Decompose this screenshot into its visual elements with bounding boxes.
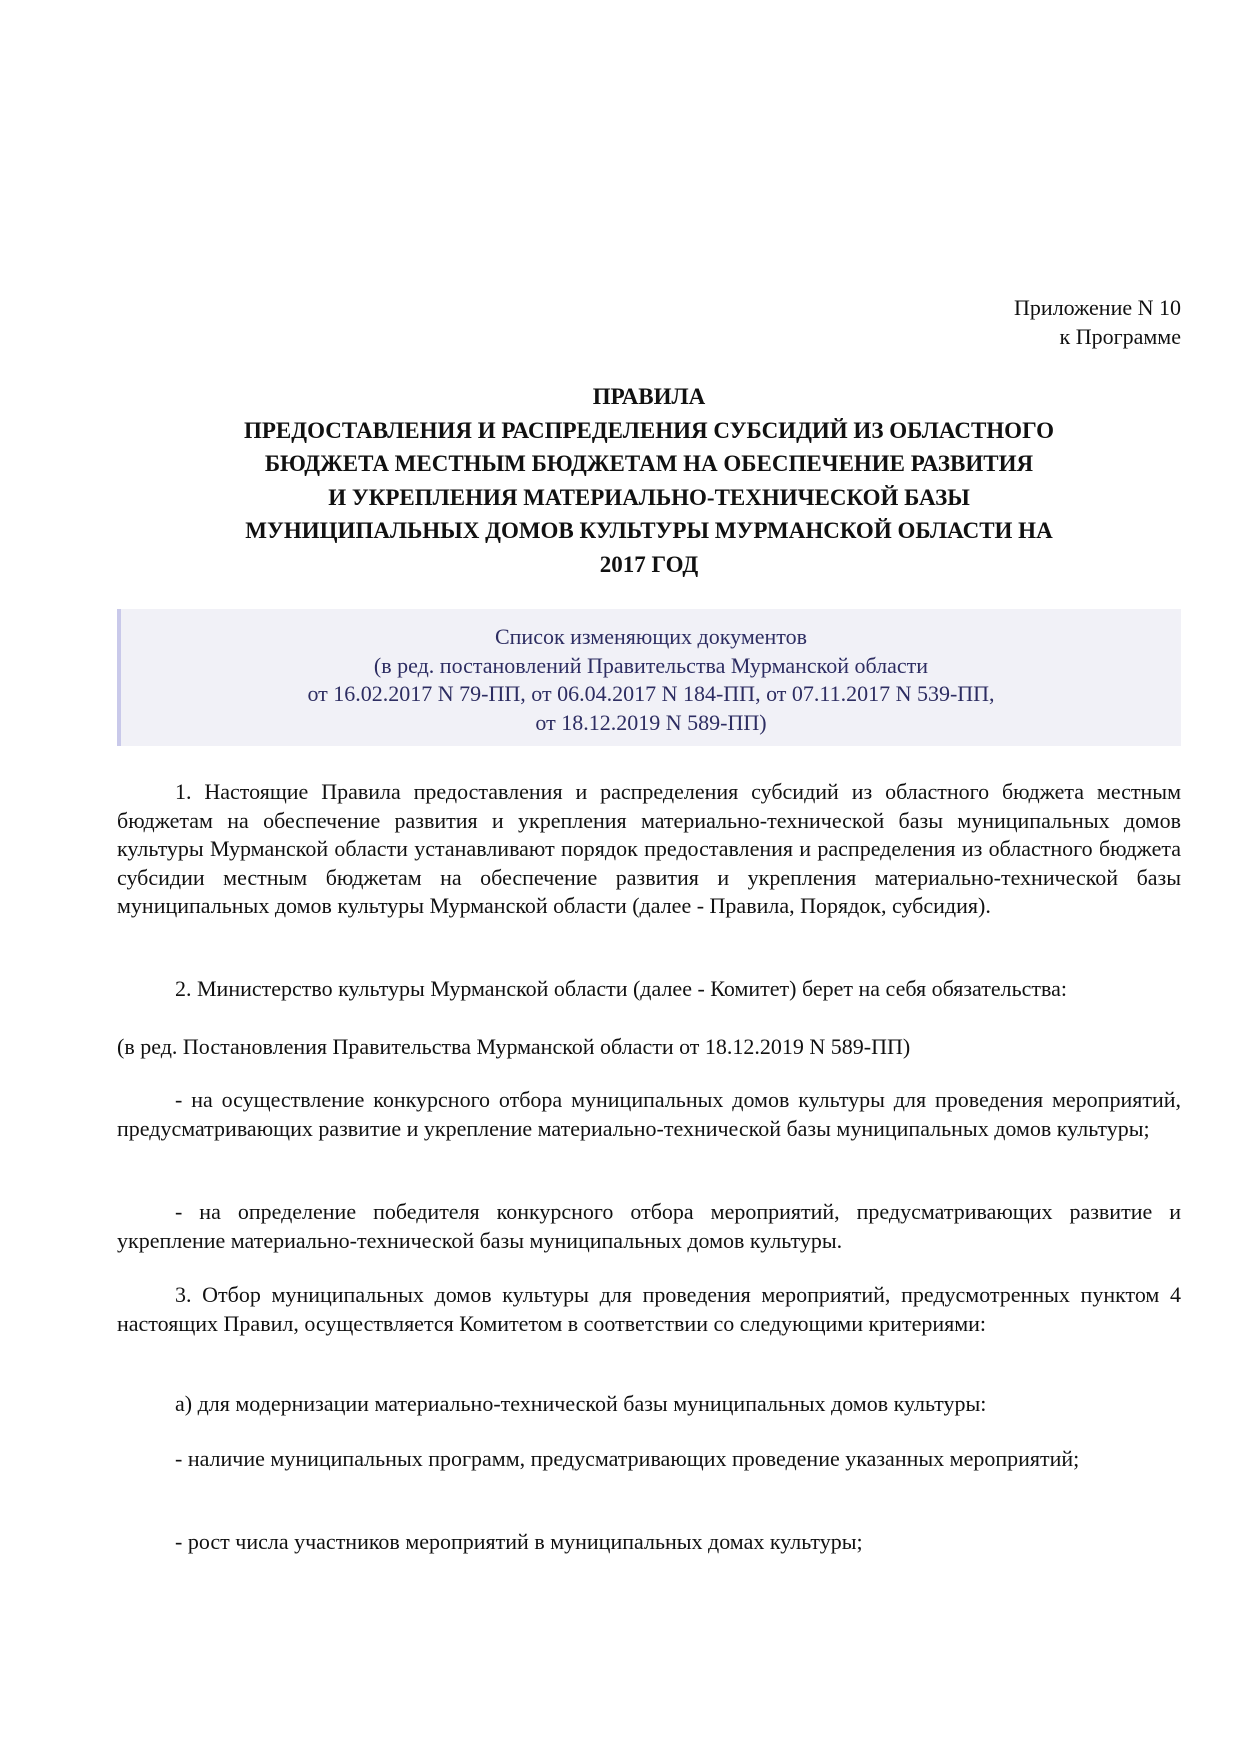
appendix-number: Приложение N 10 — [1014, 295, 1181, 320]
paragraph-1: 1. Настоящие Правила предоставления и распределения субсидий из областного бюджета местным бюджетам на обеспечение развития и укрепления материально-технической базы муниципальных домов культуры Мурманской области устанавливают порядок предоставления и распределения из областного бюджета субсидии местным бюджетам на обеспечение развития и укрепления материально-технической базы муниципальных домов культуры Мурманской области (далее - Правила, Порядок, субсидия). — [117, 779, 1181, 918]
document-title — [117, 380, 1181, 581]
title-line: 2017 ГОД — [599, 551, 699, 577]
paragraph-2: 2. Министерство культуры Мурманской области (далее - Комитет) берет на себя обязательства: — [175, 976, 1067, 1001]
amendments-line: (в ред. постановлений Правительства Мурманской области — [373, 652, 929, 678]
title-line: ПРЕДОСТАВЛЕНИЯ И РАСПРЕДЕЛЕНИЯ СУБСИДИЙ ИЗ ОБЛАСТНОГО — [243, 417, 1055, 443]
criterion-participants: - рост числа участников мероприятий в муниципальных домах культуры; — [175, 1529, 863, 1554]
amendments-line: от 16.02.2017 N 79-ПП, от 06.04.2017 N 184-ПП, от 07.11.2017 N 539-ПП, — [307, 681, 995, 706]
list-item-selection: - на осуществление конкурсного отбора муниципальных домов культуры для проведения мероприятий, предусматривающих развитие и укрепление материально-технической базы муниципальных домов культуры; — [117, 1087, 1181, 1141]
title-line: МУНИЦИПАЛЬНЫХ ДОМОВ КУЛЬТУРЫ МУРМАНСКОЙ ОБЛАСТИ НА — [245, 518, 1053, 543]
appendix-label — [117, 294, 1181, 351]
amendment-note: (в ред. Постановления Правительства Мурманской области от 18.12.2019 N 589-ПП) — [117, 1034, 911, 1059]
amendments-line: от 18.12.2019 N 589-ПП) — [535, 709, 767, 735]
list-item-winner: - на определение победителя конкурсного отбора мероприятий, предусматривающих развитие и укрепление материально-технической базы муниципальных домов культуры. — [117, 1199, 1181, 1253]
criterion-programs: - наличие муниципальных программ, предусматривающих проведение указанных мероприятий; — [175, 1446, 1080, 1471]
title-line: И УКРЕПЛЕНИЯ МАТЕРИАЛЬНО-ТЕХНИЧЕСКОЙ БАЗЫ — [328, 484, 970, 510]
criteria-a: а) для модернизации материально-технической базы муниципальных домов культуры: — [175, 1391, 987, 1416]
appendix-program: к Программе — [1059, 323, 1181, 349]
paragraph-3: 3. Отбор муниципальных домов культуры для проведения мероприятий, предусмотренных пунктом 4 настоящих Правил, осуществляется Комитетом в соответствии со следующими критериями: — [117, 1282, 1181, 1336]
amendments-heading: Список изменяющих документов — [494, 624, 807, 649]
title-line: ПРАВИЛА — [592, 384, 706, 409]
title-line: БЮДЖЕТА МЕСТНЫМ БЮДЖЕТАМ НА ОБЕСПЕЧЕНИЕ РАЗВИТИЯ — [264, 451, 1034, 476]
amendments-box — [117, 609, 1181, 746]
